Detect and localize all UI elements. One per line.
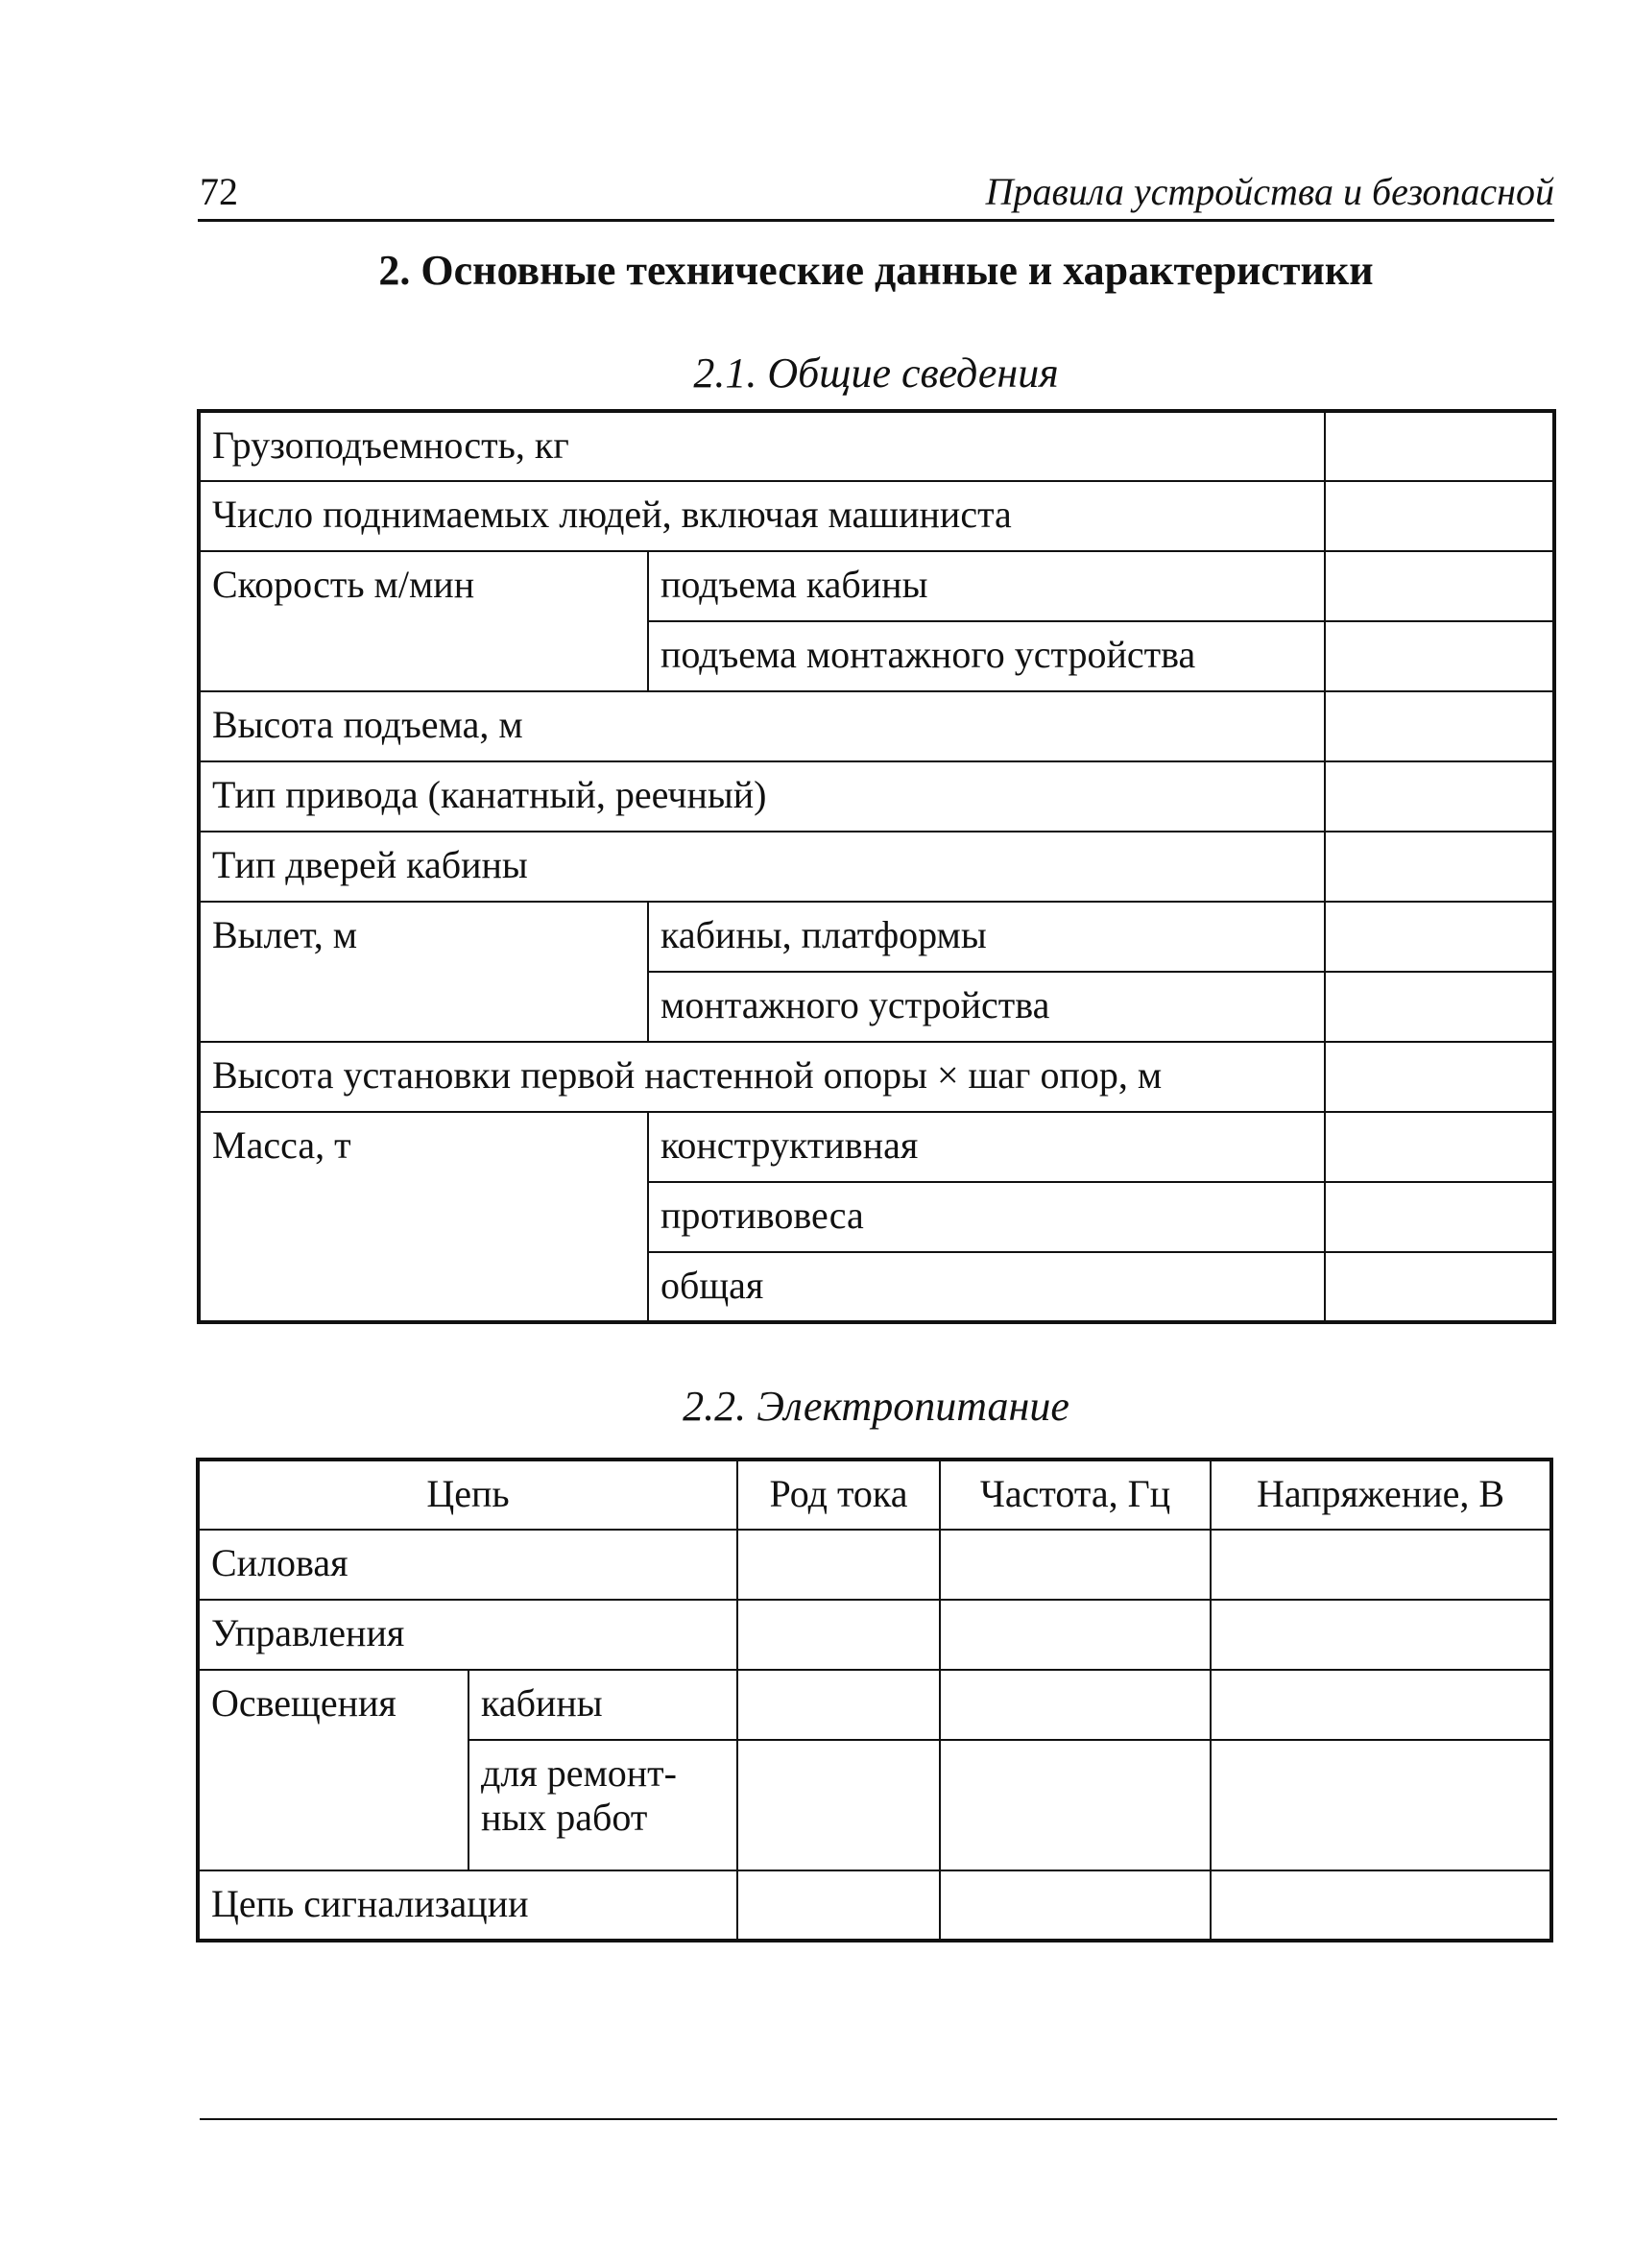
section-title: 2. Основные технические данные и характеристики	[378, 247, 1374, 294]
value-cell	[1325, 1252, 1554, 1322]
value-cell	[1325, 691, 1554, 761]
row-label-control-circuit: Управления	[198, 1600, 737, 1670]
value-cell	[1325, 761, 1554, 832]
value-cell	[1325, 411, 1554, 481]
value-cell	[1325, 832, 1554, 902]
column-header-frequency: Частота, Гц	[940, 1460, 1211, 1530]
column-header-circuit: Цепь	[198, 1460, 737, 1530]
row-label-mass: Масса, т	[199, 1112, 648, 1322]
table-row	[199, 761, 1554, 832]
value-cell	[1325, 621, 1554, 691]
value-cell	[737, 1870, 940, 1941]
table-row	[199, 481, 1554, 551]
value-cell	[737, 1600, 940, 1670]
subsection-title-power: 2.2. Электропитание	[683, 1383, 1069, 1430]
table-row	[199, 691, 1554, 761]
value-cell	[737, 1740, 940, 1870]
row-label-mass-total: общая	[648, 1252, 1325, 1322]
row-label-mass-structural: конструктивная	[648, 1112, 1325, 1182]
table-row	[198, 1870, 1551, 1941]
value-cell	[1211, 1530, 1551, 1600]
value-cell	[1325, 972, 1554, 1042]
row-label-reach-mount: монтажного устройства	[648, 972, 1325, 1042]
row-label-lighting-cabin: кабины	[468, 1670, 737, 1740]
row-label-lighting-repair: для ремонт-ных работ	[468, 1740, 737, 1870]
row-label-capacity: Грузоподъемность, кг	[199, 411, 1325, 481]
value-cell	[940, 1670, 1211, 1740]
table-row	[198, 1600, 1551, 1670]
value-cell	[940, 1600, 1211, 1670]
column-header-current-type: Род тока	[737, 1460, 940, 1530]
row-label-reach: Вылет, м	[199, 902, 648, 1042]
column-header-voltage: Напряжение, В	[1211, 1460, 1551, 1530]
row-label-door-type: Тип дверей кабины	[199, 832, 1325, 902]
row-label-speed-cabin: подъема кабины	[648, 551, 1325, 621]
row-label-speed-mount: подъема монтажного устройства	[648, 621, 1325, 691]
value-cell	[1211, 1740, 1551, 1870]
power-supply-table	[196, 1458, 1553, 1942]
row-label-lighting: Освещения	[198, 1670, 468, 1870]
table-row	[198, 1670, 1551, 1740]
running-head: Правила устройства и безопасной	[985, 170, 1554, 213]
value-cell	[1211, 1870, 1551, 1941]
table-row	[199, 1042, 1554, 1112]
table-row	[198, 1530, 1551, 1600]
row-label-signal-circuit: Цепь сигнализации	[198, 1870, 737, 1941]
row-label-drive-type: Тип привода (канатный, реечный)	[199, 761, 1325, 832]
value-cell	[940, 1530, 1211, 1600]
table-row	[199, 902, 1554, 972]
value-cell	[737, 1530, 940, 1600]
value-cell	[1211, 1600, 1551, 1670]
row-label-people: Число поднимаемых людей, включая машиниста	[199, 481, 1325, 551]
table-row	[199, 411, 1554, 481]
table-row	[199, 551, 1554, 621]
value-cell	[1325, 1042, 1554, 1112]
row-label-mass-counterweight: противовеса	[648, 1182, 1325, 1252]
row-label-power-circuit: Силовая	[198, 1530, 737, 1600]
value-cell	[940, 1870, 1211, 1941]
table-header-row	[198, 1460, 1551, 1530]
value-cell	[1325, 551, 1554, 621]
value-cell	[1325, 1112, 1554, 1182]
row-label-speed: Скорость м/мин	[199, 551, 648, 691]
value-cell	[1211, 1670, 1551, 1740]
row-label-lift-height: Высота подъема, м	[199, 691, 1325, 761]
row-label-support-height: Высота установки первой настенной опоры × шаг опор, м	[199, 1042, 1325, 1112]
header-rule	[198, 219, 1554, 222]
page-number: 72	[200, 170, 238, 213]
table-row	[199, 832, 1554, 902]
subsection-title-general: 2.1. Общие сведения	[693, 350, 1059, 397]
value-cell	[1325, 481, 1554, 551]
value-cell	[737, 1670, 940, 1740]
value-cell	[1325, 1182, 1554, 1252]
footer-rule	[200, 2118, 1557, 2120]
value-cell	[940, 1740, 1211, 1870]
value-cell	[1325, 902, 1554, 972]
table-row	[199, 1112, 1554, 1182]
row-label-reach-cabin: кабины, платформы	[648, 902, 1325, 972]
general-info-table	[197, 409, 1556, 1324]
